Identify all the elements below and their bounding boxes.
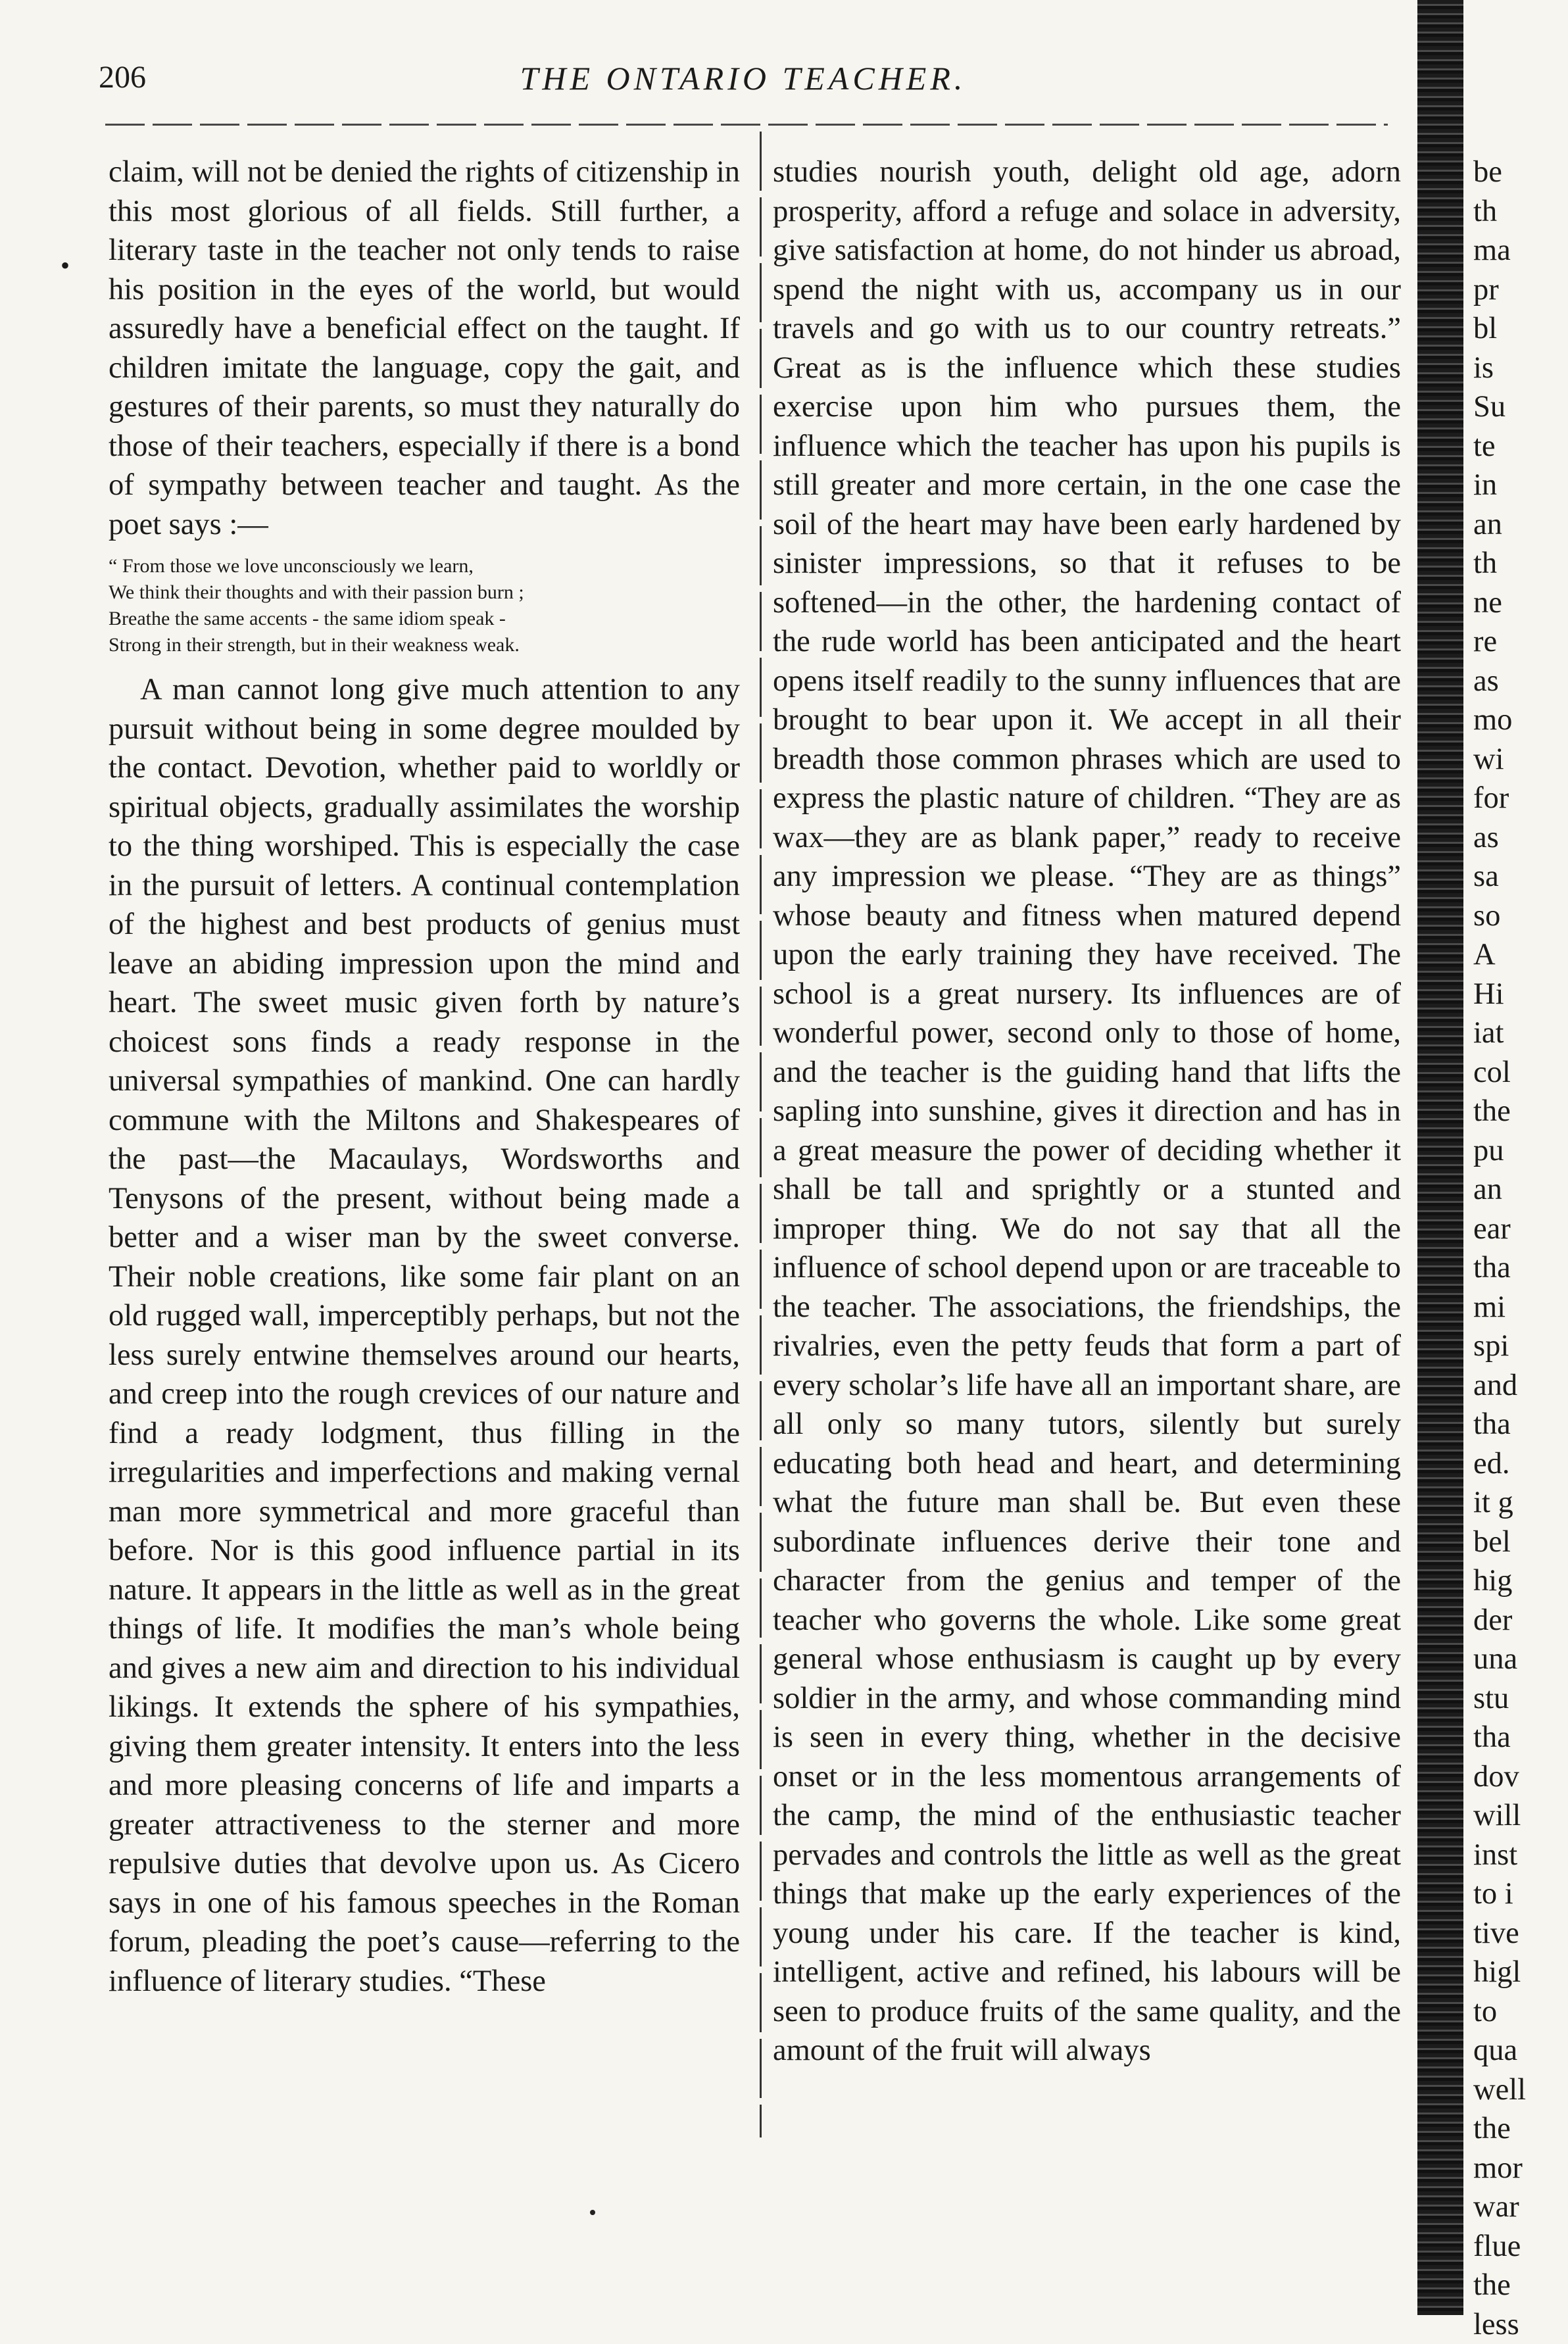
poem-line: Strong in their strength, but in their weakness weak.	[109, 632, 740, 658]
header-rule	[105, 124, 1388, 126]
next-page-fragment: is	[1473, 349, 1568, 388]
next-page-fragment: Su	[1473, 387, 1568, 427]
left-paragraph-2: A man cannot long give much attention to any pursuit without being in some degree moulded by the contact. Devotion, whether paid to worldly or spiritual objects, gradually assimilates the worship to the thing worshiped. This is especially the case in the pursuit of letters. A continual contemplation of the highest and best products of genius must leave an abiding impression upon the mind and heart. The sweet music given forth by nature’s choicest sons finds a ready response in the universal sympathies of mankind. One can hardly commune with the Miltons and Shakespeares of the past—the Macaulays, Wordsworths and Tenysons of the present, without being made a better and a wiser man by the sweet converse. Their noble creations, like some fair plant on an old rugged wall, imperceptibly perhaps, but not the less surely entwine themselves around our hearts, and creep into the rough crevices of our nature and find a ready lodgment, thus filling in the irregularities and imperfections and making vernal man more symmetrical and more graceful than before. Nor is this good influence partial in its nature. It appears in the little as well as in the great things of life. It modifies the man’s whole being and gives a new aim and direction to his individual likings. It extends the sphere of his sympathies, giving them greater intensity. It enters into the less and more pleasing concerns of life and imparts a greater attractiveness to the sterner and more repulsive duties that devolve upon us. As Cicero says in one of his famous speeches in the Roman forum, pleading the poet’s cause—referring to the influence of literary studies. “These	[109, 670, 740, 2001]
column-divider	[760, 132, 762, 2137]
right-paragraph-1: studies nourish youth, delight old age, adorn prosperity, afford a refuge and solace in adversity, give satisfaction at home, do not hinder us abroad, spend the night with us, accompany us in our travels and go with us to our country retreats.” Great as is the influence which these studies exercise upon him who pursues them, the influence which the teacher has upon his pupils is still greater and more certain, in the one case the soil of the heart may have been early hardened by sinister impressions, so that it refuses to be softened—in the other, the hardening contact of the rude world has been anticipated and the heart opens itself readily to the sunny influences that are brought to bear upon it. We accept in all their breadth those common phrases which are used to express the plastic nature of children. “They are as wax—they are as blank paper,” ready to receive any impression we please. “They are as things” whose beauty and fitness when matured depend upon the early training they have received. The school is a great nursery. Its influences are of wonderful power, second only to those of home, and the teacher is the guiding hand that lifts the sapling into sunshine, gives it direction and has in a great measure the power of deciding whether it shall be tall and sprightly or a stunted and improper thing. We do not say that all the influence of school depend upon or are traceable to the teacher. The associations, the friendships, the rivalries, even the petty feuds that form a part of every scholar’s life have all an important share, are all only so many tutors, silently but surely educating both head and heart, and determining what the future man shall be. But even these subordinate influences derive their tone and character from the genius and temper of the teacher who governs the whole. Like some great general whose enthusiasm is caught up by every soldier in the army, and whose commanding mind is seen in every thing, whether in the decisive onset or in the less momentous arrangements of the camp, the mind of the enthusiastic teacher pervades and controls the little as well as the great things that make up the early experiences of the young under his care. If the teacher is kind, intelligent, active and refined, his labours will be seen to produce fruits of the same quality, and the amount of the fruit will always	[773, 153, 1401, 2070]
next-page-fragment: sa	[1473, 857, 1568, 896]
next-page-fragment: well	[1473, 2070, 1568, 2110]
next-page-fragment: pu	[1473, 1131, 1568, 1171]
next-page-fragment: higl	[1473, 1953, 1568, 1992]
next-page-fragment: ne	[1473, 583, 1568, 623]
next-page-fragment: mi	[1473, 1288, 1568, 1327]
next-page-fragment: an	[1473, 505, 1568, 545]
next-page-fragment: te	[1473, 427, 1568, 466]
left-paragraph-1: claim, will not be denied the rights of citizenship in this most glorious of all fields. Still further, a literary taste in the teacher not only tends to raise his position in the eyes of the world, but would assuredly have a beneficial effect on the taught. If children imitate the language, copy the gait, and gestures of their parents, so must they naturally do those of their teachers, especially if there is a bond of sympathy between teacher and taught. As the poet says :—	[109, 153, 740, 544]
next-page-fragment: wi	[1473, 740, 1568, 779]
next-page-fragment: ear	[1473, 1209, 1568, 1249]
next-page-fragment: ed.	[1473, 1444, 1568, 1484]
next-page-fragment: in	[1473, 466, 1568, 505]
next-page-fragment: ma	[1473, 231, 1568, 270]
next-page-fragment: flue	[1473, 2227, 1568, 2266]
next-page-fragment: be	[1473, 153, 1568, 192]
next-page-fragment: the	[1473, 1092, 1568, 1131]
page-number: 206	[99, 59, 146, 95]
next-page-fragment: to	[1473, 1992, 1568, 2032]
next-page-fragment: as	[1473, 818, 1568, 858]
next-page-fragment: the	[1473, 2266, 1568, 2305]
next-page-fragment: war	[1473, 2187, 1568, 2227]
next-page-fragment: tive	[1473, 1914, 1568, 1953]
next-page-fragment: mor	[1473, 2149, 1568, 2188]
next-page-edge	[1473, 153, 1568, 2344]
next-page-fragment: dov	[1473, 1757, 1568, 1797]
next-page-fragment: will	[1473, 1796, 1568, 1836]
next-page-fragment: col	[1473, 1053, 1568, 1092]
next-page-fragment: qua	[1473, 2031, 1568, 2070]
next-page-fragment: it g	[1473, 1483, 1568, 1523]
next-page-fragment: bel	[1473, 1523, 1568, 1562]
left-column	[109, 153, 740, 2001]
next-page-fragment: th	[1473, 192, 1568, 232]
next-page-fragment: tha	[1473, 1405, 1568, 1444]
next-page-fragment: an	[1473, 1170, 1568, 1209]
next-page-fragment: A	[1473, 935, 1568, 975]
next-page-fragment: to i	[1473, 1874, 1568, 1914]
next-page-fragment: less	[1473, 2305, 1568, 2344]
next-page-fragment: hig	[1473, 1561, 1568, 1601]
next-page-fragment: the	[1473, 2109, 1568, 2149]
next-page-fragment: una	[1473, 1640, 1568, 1679]
next-page-fragment: pr	[1473, 270, 1568, 310]
poem-line: “ From those we love unconsciously we learn,	[109, 553, 740, 579]
running-title: THE ONTARIO TEACHER.	[99, 59, 1388, 97]
next-page-fragment: stu	[1473, 1679, 1568, 1719]
next-page-fragment: mo	[1473, 700, 1568, 740]
book-gutter	[1417, 0, 1463, 2315]
next-page-fragment: bl	[1473, 309, 1568, 349]
next-page-fragment: for	[1473, 779, 1568, 818]
poem-line: We think their thoughts and with their passion burn ;	[109, 579, 740, 606]
poem-line: Breathe the same accents - the same idiom speak -	[109, 606, 740, 632]
next-page-fragment: and	[1473, 1366, 1568, 1405]
next-page-fragment: so	[1473, 896, 1568, 936]
margin-mark: •	[61, 250, 70, 281]
next-page-fragment: Hi	[1473, 975, 1568, 1014]
next-page-fragment: iat	[1473, 1013, 1568, 1053]
poem-quote	[109, 553, 740, 658]
next-page-fragment: spi	[1473, 1327, 1568, 1366]
next-page-fragment: re	[1473, 622, 1568, 662]
next-page-fragment: tha	[1473, 1248, 1568, 1288]
next-page-fragment: inst	[1473, 1836, 1568, 1875]
next-page-fragment: tha	[1473, 1718, 1568, 1757]
next-page-fragment: as	[1473, 662, 1568, 701]
page-speck	[590, 2210, 595, 2215]
next-page-fragment: th	[1473, 544, 1568, 583]
page-header	[99, 59, 1388, 105]
next-page-fragment: der	[1473, 1601, 1568, 1640]
right-column	[773, 153, 1401, 2070]
